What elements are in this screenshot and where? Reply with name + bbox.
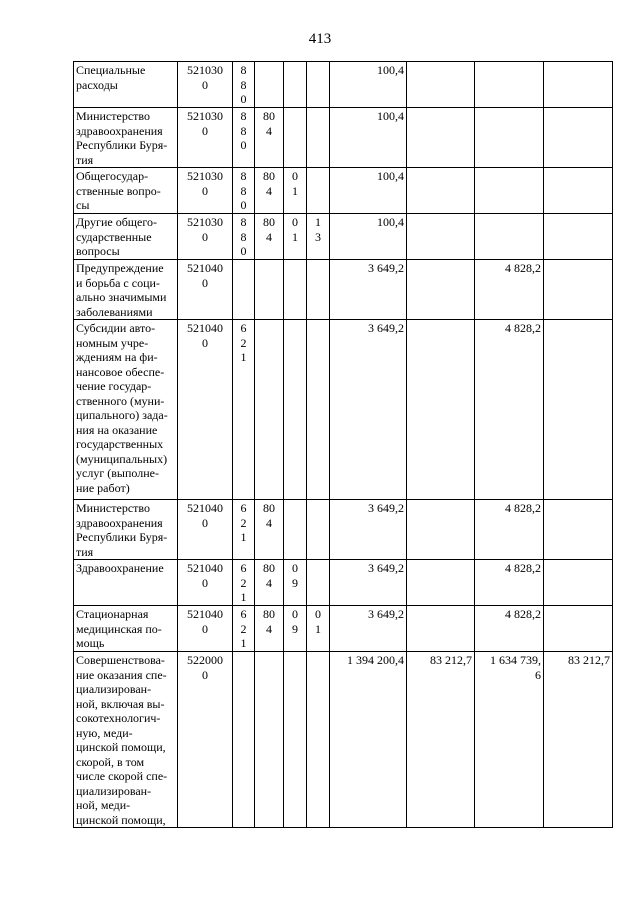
amount-year2-cell (475, 214, 544, 260)
ministry-code-text: 80 4 (263, 501, 275, 530)
target-article-cell (178, 214, 233, 260)
target-article-text: 521030 0 (187, 215, 223, 244)
table-row (74, 560, 613, 606)
table-row (74, 652, 613, 828)
target-article-text: 521040 0 (187, 607, 223, 636)
target-article-text: 521040 0 (187, 321, 223, 350)
amount-year2-subvention-cell (544, 320, 613, 500)
section-text: 0 9 (292, 561, 298, 590)
amount-year2-subvention-cell (544, 500, 613, 560)
target-article-cell (178, 108, 233, 168)
expense-type-cell (233, 606, 255, 652)
amount-year2-subvention-cell (544, 260, 613, 320)
row-name-text: Стационарная медицинская по- мощь (76, 607, 162, 650)
amount-year2-text: 1 634 739, 6 (490, 653, 541, 682)
expense-type-text: 8 8 0 (240, 215, 247, 258)
amount-year2-subvention-cell (544, 652, 613, 828)
subsection-cell (307, 108, 330, 168)
amount-year1-text: 3 649,2 (368, 261, 404, 275)
target-article-text: 521030 0 (187, 109, 223, 138)
expense-type-cell (233, 108, 255, 168)
subsection-text: 1 3 (315, 215, 321, 244)
target-article-cell (178, 62, 233, 108)
row-name-text: Специальные расходы (76, 63, 146, 92)
section-text: 0 1 (292, 215, 298, 244)
amount-year1-cell (330, 108, 407, 168)
amount-year2-cell (475, 108, 544, 168)
target-article-text: 521040 0 (187, 561, 223, 590)
ministry-code-cell (255, 560, 284, 606)
amount-year1-text: 100,4 (377, 63, 404, 77)
section-cell (284, 168, 307, 214)
ministry-code-cell (255, 260, 284, 320)
expense-type-cell (233, 652, 255, 828)
section-cell (284, 214, 307, 260)
amount-year2-cell (475, 606, 544, 652)
ministry-code-cell (255, 168, 284, 214)
ministry-code-cell (255, 606, 284, 652)
ministry-code-cell (255, 320, 284, 500)
amount-year1-subvention-cell (407, 652, 475, 828)
target-article-text: 521040 0 (187, 261, 223, 290)
expense-type-text: 6 2 1 (240, 501, 247, 544)
target-article-cell (178, 168, 233, 214)
table-row (74, 62, 613, 108)
ministry-code-text: 80 4 (263, 561, 275, 590)
section-cell (284, 652, 307, 828)
subsection-text: 0 1 (315, 607, 321, 636)
budget-table (73, 61, 613, 828)
table-row (74, 260, 613, 320)
section-text: 0 9 (292, 607, 298, 636)
table-row (74, 606, 613, 652)
amount-year1-text: 3 649,2 (368, 321, 404, 335)
section-cell (284, 560, 307, 606)
amount-year1-text: 100,4 (377, 215, 404, 229)
target-article-text: 521030 0 (187, 63, 223, 92)
amount-year2-cell (475, 168, 544, 214)
target-article-cell (178, 606, 233, 652)
row-name-cell (74, 560, 178, 606)
amount-year1-subvention-cell (407, 606, 475, 652)
amount-year1-subvention-cell (407, 168, 475, 214)
subsection-cell (307, 260, 330, 320)
target-article-cell (178, 260, 233, 320)
expense-type-cell (233, 500, 255, 560)
section-text: 0 1 (292, 169, 298, 198)
target-article-cell (178, 560, 233, 606)
amount-year1-text: 3 649,2 (368, 501, 404, 515)
target-article-text: 521030 0 (187, 169, 223, 198)
row-name-cell (74, 652, 178, 828)
target-article-text: 522000 0 (187, 653, 223, 682)
amount-year1-subvention-cell (407, 214, 475, 260)
target-article-cell (178, 500, 233, 560)
section-cell (284, 108, 307, 168)
row-name-cell (74, 320, 178, 500)
expense-type-cell (233, 168, 255, 214)
expense-type-text: 6 2 1 (240, 561, 247, 604)
amount-year2-subvention-cell (544, 108, 613, 168)
amount-year1-text: 100,4 (377, 169, 404, 183)
expense-type-text: 8 8 0 (240, 63, 247, 106)
expense-type-text: 6 2 1 (240, 607, 247, 650)
expense-type-text: 6 2 1 (240, 321, 247, 364)
ministry-code-cell (255, 652, 284, 828)
amount-year1-subvention-cell (407, 260, 475, 320)
row-name-cell (74, 62, 178, 108)
expense-type-cell (233, 560, 255, 606)
row-name-text: Министерство здравоохранения Республики Буря- тия (76, 109, 168, 167)
expense-type-text: 8 8 0 (240, 169, 247, 212)
amount-year1-cell (330, 560, 407, 606)
subsection-cell (307, 168, 330, 214)
amount-year1-cell (330, 260, 407, 320)
amount-year2-subvention-cell (544, 606, 613, 652)
amount-year1-text: 1 394 200,4 (347, 653, 404, 667)
subsection-cell (307, 320, 330, 500)
ministry-code-text: 80 4 (263, 215, 275, 244)
subsection-cell (307, 560, 330, 606)
ministry-code-cell (255, 500, 284, 560)
row-name-cell (74, 606, 178, 652)
amount-year1-cell (330, 214, 407, 260)
amount-year2-cell (475, 62, 544, 108)
subsection-cell (307, 652, 330, 828)
table-row (74, 320, 613, 500)
amount-year2-text: 4 828,2 (505, 561, 541, 575)
expense-type-cell (233, 260, 255, 320)
expense-type-text: 8 8 0 (240, 109, 247, 152)
section-cell (284, 606, 307, 652)
amount-year1-subvention-cell (407, 560, 475, 606)
row-name-text: Здравоохранение (76, 561, 164, 575)
ministry-code-cell (255, 214, 284, 260)
table-row (74, 214, 613, 260)
ministry-code-cell (255, 108, 284, 168)
row-name-text: Совершенствова- ние оказания спе- циализирован- ной, включая вы- сокотехнологич- ную, меди- цинской помощи, скорой, в том числе скорой спе- циализирован- ной, меди- цинской помощи, (76, 653, 168, 827)
row-name-cell (74, 214, 178, 260)
table-row (74, 168, 613, 214)
section-cell (284, 260, 307, 320)
row-name-cell (74, 260, 178, 320)
expense-type-cell (233, 62, 255, 108)
amount-year1-subvention-cell (407, 62, 475, 108)
amount-year1-cell (330, 500, 407, 560)
amount-year1-text: 100,4 (377, 109, 404, 123)
amount-year1-cell (330, 606, 407, 652)
amount-year2-cell (475, 500, 544, 560)
table-row (74, 500, 613, 560)
amount-year2-text: 4 828,2 (505, 607, 541, 621)
amount-year2-text: 4 828,2 (505, 321, 541, 335)
expense-type-cell (233, 214, 255, 260)
subsection-cell (307, 62, 330, 108)
target-article-text: 521040 0 (187, 501, 223, 530)
amount-year2-cell (475, 260, 544, 320)
row-name-text: Предупреждение и борьба с соци- ально значимыми заболеваниями (76, 261, 167, 319)
section-cell (284, 320, 307, 500)
row-name-cell (74, 500, 178, 560)
table-row (74, 108, 613, 168)
row-name-text: Министерство здравоохранения Республики Буря- тия (76, 501, 168, 559)
row-name-text: Субсидии авто- номным учре- ждениям на фи- нансовое обеспе- чение государ- ственного (муни- ципального) зада- ния на оказание государственных (муниципальных) услуг (выполне- ние работ) (76, 321, 168, 495)
row-name-text: Общегосудар- ственные вопро- сы (76, 169, 161, 212)
row-name-cell (74, 168, 178, 214)
amount-year2-subvention-text: 83 212,7 (568, 653, 610, 667)
ministry-code-text: 80 4 (263, 169, 275, 198)
amount-year2-cell (475, 320, 544, 500)
ministry-code-text: 80 4 (263, 607, 275, 636)
ministry-code-text: 80 4 (263, 109, 275, 138)
subsection-cell (307, 500, 330, 560)
amount-year2-text: 4 828,2 (505, 261, 541, 275)
subsection-cell (307, 214, 330, 260)
amount-year1-cell (330, 320, 407, 500)
amount-year2-cell (475, 652, 544, 828)
page-number: 413 (308, 31, 332, 47)
amount-year2-subvention-cell (544, 214, 613, 260)
amount-year1-text: 3 649,2 (368, 561, 404, 575)
amount-year1-subvention-cell (407, 320, 475, 500)
row-name-text: Другие общего- сударственные вопросы (76, 215, 157, 258)
target-article-cell (178, 652, 233, 828)
table-body (74, 62, 613, 828)
amount-year1-cell (330, 652, 407, 828)
section-cell (284, 500, 307, 560)
amount-year2-subvention-cell (544, 168, 613, 214)
target-article-cell (178, 320, 233, 500)
amount-year1-cell (330, 62, 407, 108)
amount-year1-subvention-cell (407, 500, 475, 560)
amount-year2-cell (475, 560, 544, 606)
amount-year1-cell (330, 168, 407, 214)
amount-year1-subvention-cell (407, 108, 475, 168)
subsection-cell (307, 606, 330, 652)
amount-year1-subvention-text: 83 212,7 (430, 653, 472, 667)
ministry-code-cell (255, 62, 284, 108)
expense-type-cell (233, 320, 255, 500)
amount-year2-subvention-cell (544, 62, 613, 108)
amount-year2-subvention-cell (544, 560, 613, 606)
section-cell (284, 62, 307, 108)
row-name-cell (74, 108, 178, 168)
amount-year2-text: 4 828,2 (505, 501, 541, 515)
amount-year1-text: 3 649,2 (368, 607, 404, 621)
